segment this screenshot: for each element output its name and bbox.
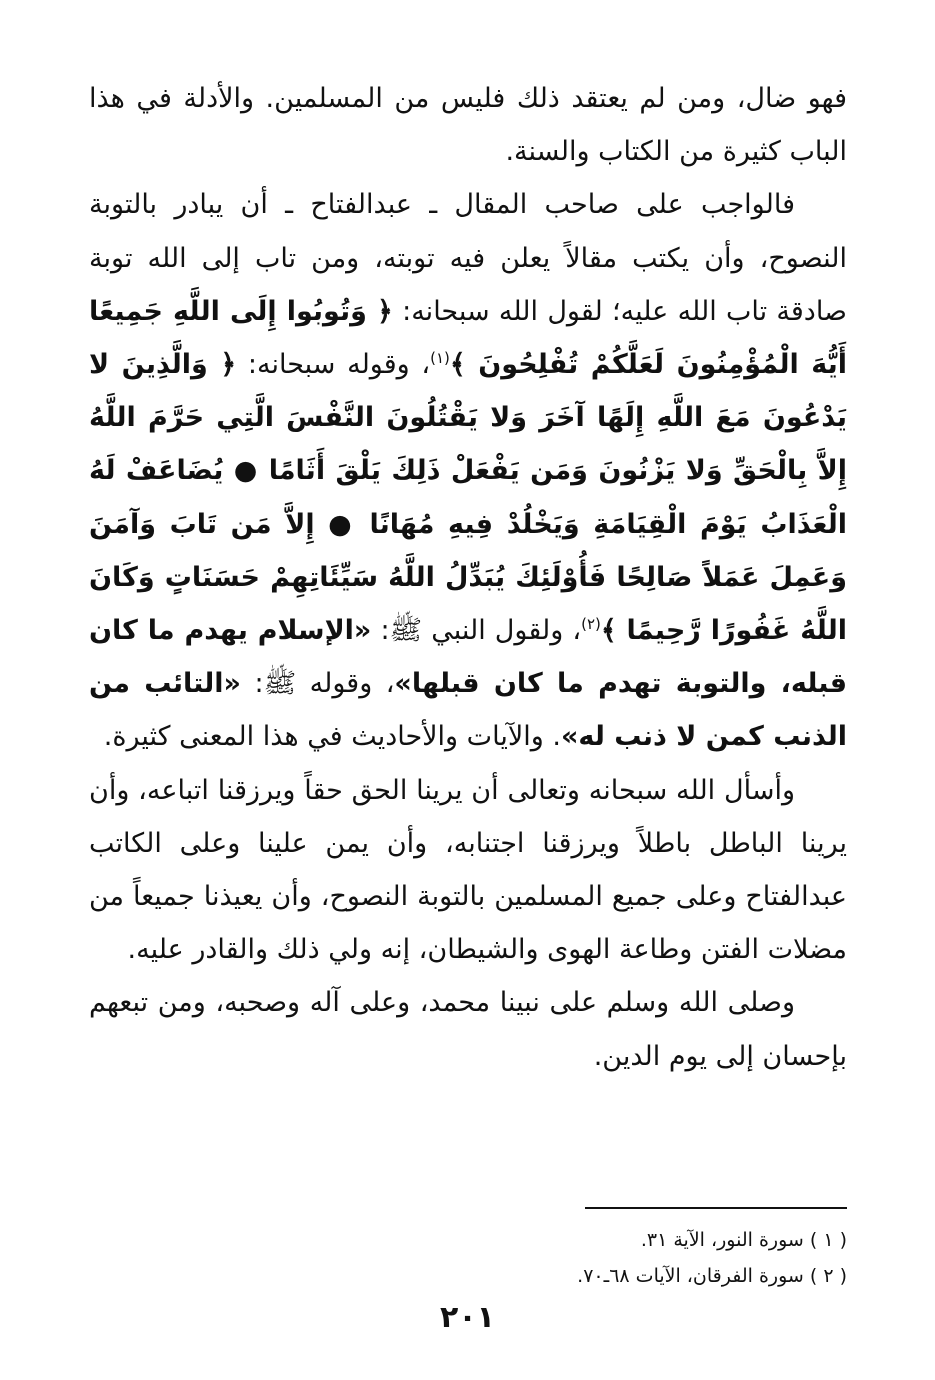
paragraph-2-text-1: فالواجب على صاحب المقال ـ عبدالفتاح ـ أن يبادر بالتوبة النصوح، وأن يكتب مقالاً يعلن فيه توبته، ومن تاب إلى الله توبة صادقة تاب الله عليه؛ لقول الله سبحانه: (89, 189, 847, 327)
paragraph-2-text-2: ، وقوله سبحانه: (236, 349, 431, 381)
footnote-2: ( ٢ ) سورة الفرقان، الآيات ٦٨ـ٧٠. (577, 1265, 847, 1287)
footnote-ref-2: (٢) (581, 615, 601, 634)
paragraph-2 (89, 178, 847, 763)
main-text (89, 72, 847, 1083)
paragraph-2-text-3: ، ولقول النبي ﷺ: (371, 615, 582, 647)
paragraph-2-text-5: . والآيات والأحاديث في هذا المعنى كثيرة. (103, 721, 561, 753)
hadith-2: «التائب من الذنب كمن لا ذنب له» (89, 668, 847, 753)
quran-verse-2: ﴿ وَالَّذِينَ لا يَدْعُونَ مَعَ اللَّهِ إِلَهًا آخَرَ وَلا يَقْتُلُونَ النَّفْسَ الَّتِي حَرَّمَ اللَّهُ إِلاَّ بِالْحَقِّ وَلا يَزْنُونَ وَمَن يَفْعَلْ ذَلِكَ يَلْقَ أَثَامًا ● يُضَاعَفْ لَهُ الْعَذَابُ يَوْمَ الْقِيَامَةِ وَيَخْلُدْ فِيهِ مُهَانًا ● إِلاَّ مَن تَابَ وَآمَنَ وَعَمِلَ عَمَلاً صَالِحًا فَأُوْلَئِكَ يُبَدِّلُ اللَّهُ سَيِّئَاتِهِمْ حَسَنَاتٍ وَكَانَ اللَّهُ غَفُورًا رَّحِيمًا ﴾ (89, 349, 847, 647)
footnote-ref-1: (١) (430, 349, 450, 368)
paragraph-2-text-4: ، وقوله ﷺ: (241, 668, 395, 700)
paragraph-4: وصلى الله وسلم على نبينا محمد، وعلى آله وصحبه، ومن تبعهم بإحسان إلى يوم الدين. (89, 987, 847, 1072)
footnote-1: ( ١ ) سورة النور، الآية ٣١. (640, 1229, 847, 1251)
footnotes (247, 1222, 847, 1294)
quran-verse-1: ﴿ وَتُوبُوا إِلَى اللَّهِ جَمِيعًا أَيُّهَ الْمُؤْمِنُونَ لَعَلَّكُمْ تُفْلِحُونَ ﴾ (89, 295, 848, 381)
hadith-1: «الإسلام يهدم ما كان قبله، والتوبة تهدم ما كان قبلها» (89, 615, 847, 700)
footnote-separator (585, 1207, 847, 1209)
paragraph-1: فهو ضال، ومن لم يعتقد ذلك فليس من المسلمين. والأدلة في هذا الباب كثيرة من الكتاب والسنة. (89, 83, 847, 168)
page-number: ٢٠١ (440, 1300, 495, 1335)
paragraph-3: وأسأل الله سبحانه وتعالى أن يرينا الحق حقاً ويرزقنا اتباعه، وأن يرينا الباطل باطلاً ويرزقنا اجتنابه، وأن يمن علينا وعلى الكاتب عبدالفتاح وعلى جميع المسلمين بالتوبة النصوح، وأن يعيذنا جميعاً من مضلات الفتن وطاعة الهوى والشيطان، إنه ولي ذلك والقادر عليه. (89, 774, 847, 966)
